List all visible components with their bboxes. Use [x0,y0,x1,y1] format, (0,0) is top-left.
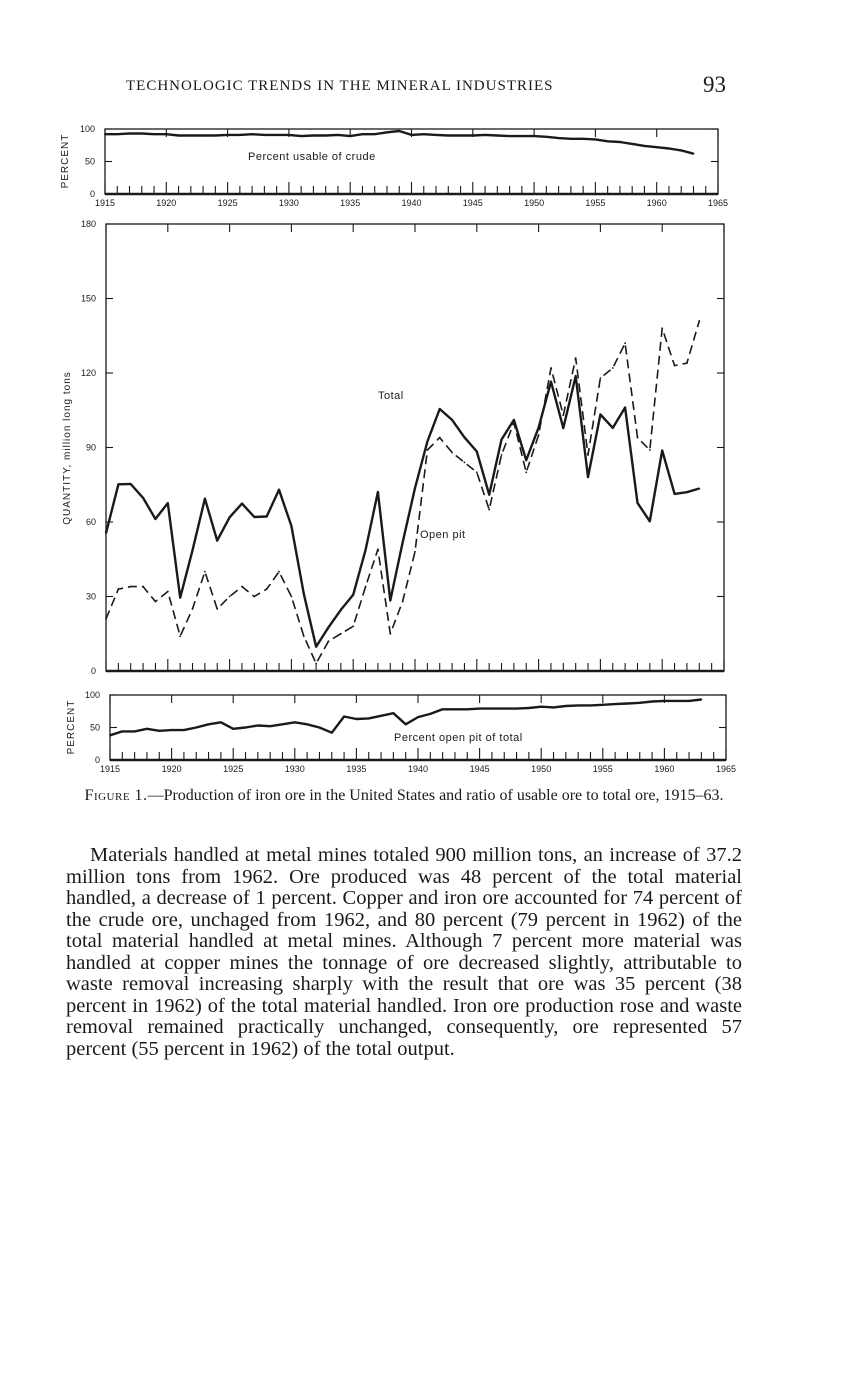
data-point [698,488,700,490]
data-point [165,133,167,135]
data-point [466,708,468,710]
x-tick-label: 1960 [646,198,667,208]
data-point [202,135,204,137]
data-point [134,731,136,733]
chart-percent-open-pit [66,690,736,774]
data-point [439,437,441,439]
data-point [451,452,453,454]
data-point [562,427,564,429]
data-point [349,135,351,137]
data-point [624,407,626,409]
data-point [328,640,330,642]
data-point [686,491,688,493]
y-tick-label: 60 [85,517,96,527]
data-point [661,327,663,329]
data-point [639,702,641,704]
data-point [232,728,234,730]
data-point [319,727,321,729]
data-point [208,723,210,725]
data-point [220,721,222,723]
data-point [105,532,107,534]
data-point [533,135,535,137]
data-point [479,708,481,710]
data-point [204,498,206,500]
data-point [451,419,453,421]
data-point [439,408,441,410]
series-open-pit [106,321,699,664]
data-point [117,588,119,590]
data-point [614,703,616,705]
data-point [328,626,330,628]
data-point [253,596,255,598]
data-point [109,734,111,736]
page-header [0,74,856,100]
data-point [631,143,633,145]
data-point [141,133,143,135]
data-point [414,487,416,489]
data-point [516,708,518,710]
data-point [303,593,305,595]
data-point [315,663,317,665]
data-point [698,320,700,322]
data-point [340,633,342,635]
x-tick-label: 1940 [401,198,422,208]
x-tick-label: 1935 [340,198,361,208]
series-line [105,131,694,154]
data-point [442,708,444,710]
data-point [158,730,160,732]
data-point [577,705,579,707]
data-point [545,136,547,138]
data-point [414,551,416,553]
figure-1 [0,115,856,785]
data-point [216,608,218,610]
data-point [306,723,308,725]
x-tick-label: 1940 [407,764,429,774]
data-point [291,596,293,598]
data-point [245,727,247,729]
data-point [525,459,527,461]
data-point [278,571,280,573]
data-point [239,134,241,136]
data-point [553,706,555,708]
data-point [241,503,243,505]
figure-caption-text: —Production of iron ore in the United States and ratio of usable ore to total ore, 1915–63. [147,787,724,804]
data-point [343,716,345,718]
x-tick-label: 1925 [217,198,238,208]
data-point [637,502,639,504]
data-point [117,483,119,485]
data-point [167,502,169,504]
x-tick-label: 1950 [531,764,552,774]
data-point [377,491,379,493]
data-point [476,471,478,473]
data-point [525,471,527,473]
series-label: Open pit [420,529,466,541]
data-point [661,450,663,452]
x-tick-label: 1930 [278,198,299,208]
data-point [241,586,243,588]
data-point [331,732,333,734]
x-tick-label: 1925 [223,764,244,774]
data-point [417,716,419,718]
data-point [183,729,185,731]
data-point [105,618,107,620]
data-point [472,135,474,137]
x-tick-label: 1920 [161,764,182,774]
x-tick-label: 1915 [99,764,121,774]
data-point [627,703,629,705]
data-point [365,549,367,551]
data-point [263,134,265,136]
data-point [700,699,702,701]
y-tick-label: 0 [94,755,100,765]
data-point [501,439,503,441]
data-point [426,441,428,443]
data-point [195,727,197,729]
data-point [303,635,305,637]
y-tick-label: 0 [90,666,96,676]
data-point [130,483,132,485]
data-point [142,497,144,499]
data-point [565,705,567,707]
data-point [550,367,552,369]
data-point [227,134,229,136]
data-point [269,725,271,727]
data-point [411,134,413,136]
data-point [587,454,589,456]
data-point [178,135,180,137]
y-tick-label: 120 [80,368,96,378]
data-point [649,449,651,451]
data-point [454,708,456,710]
data-point [570,138,572,140]
data-point [676,700,678,702]
data-point [476,451,478,453]
data-point [509,135,511,137]
y-tick-label: 0 [89,189,95,199]
data-point [204,571,206,573]
data-point [216,540,218,542]
data-point [386,131,388,133]
data-point [398,130,400,132]
data-point [464,462,466,464]
data-point [693,153,695,155]
data-point [686,362,688,364]
data-point [607,140,609,142]
data-point [688,700,690,702]
running-head: TECHNOLOGIC TRENDS IN THE MINERAL INDUSTRIES [126,78,554,94]
data-point [192,608,194,610]
x-tick-label: 1945 [462,198,483,208]
x-tick-label: 1915 [94,198,116,208]
data-point [600,377,602,379]
x-tick-label: 1930 [284,764,305,774]
data-point [619,141,621,143]
data-point [116,133,118,135]
data-point [612,367,614,369]
data-point [575,357,577,359]
y-tick-label: 100 [79,124,95,134]
data-point [460,135,462,137]
data-point [426,449,428,451]
data-point [352,594,354,596]
data-point [229,596,231,598]
x-tick-label: 1965 [707,198,729,208]
y-axis-title: PERCENT [66,699,77,755]
x-tick-label: 1955 [592,764,613,774]
y-tick-label: 90 [85,442,96,453]
data-point [142,586,144,588]
data-point [294,721,296,723]
figure-caption [66,787,742,804]
series-label: Total [378,390,404,402]
data-point [496,135,498,137]
x-tick-label: 1945 [469,764,490,774]
chart-percent-usable [60,124,728,208]
series-line [110,700,701,736]
data-point [278,489,280,491]
data-point [146,728,148,730]
data-point [582,138,584,140]
data-point [300,135,302,137]
x-tick-label: 1935 [346,764,367,774]
data-point [447,135,449,137]
data-point [402,542,404,544]
data-point [550,381,552,383]
data-point [538,434,540,436]
data-point [668,148,670,150]
data-point [340,609,342,611]
data-point [680,150,682,152]
data-point [276,134,278,136]
data-point [257,725,259,727]
data-point [488,494,490,496]
data-point [612,427,614,429]
data-point [179,597,181,599]
data-point [315,646,317,648]
y-tick-label: 30 [85,591,96,602]
data-point [503,708,505,710]
data-point [491,708,493,710]
data-point [595,139,597,141]
data-point [501,454,503,456]
x-tick-label: 1950 [524,198,545,208]
data-point [362,133,364,135]
data-point [540,706,542,708]
data-point [190,135,192,137]
data-point [380,715,382,717]
data-point [368,718,370,720]
y-axis-title: PERCENT [60,133,71,189]
data-point [464,436,466,438]
body-paragraph: Materials handled at metal mines totaled 900 million tons, an increase of 37.2 million tons from 1962. Ore produced was 48 percent of the total material handled, a decrease of 1 percent. Copper and iron ore accounted for 74 percent of the crude ore, unchaged from 1962, and 80 percent (79 percent in 1962) of the total material handled at metal mines. Although 7 percent more material was handled at copper mines the tonnage of ore decreased slightly, attributable to waste removal increasing sharply with the result that ore was 35 percent (38 percent in 1962) of the total material handled. Iron ore production rose and waste removal remained practically unchanged, consequently, ore represented 57 percent (55 percent in 1962) of the total output. [66,844,742,1060]
x-tick-label: 1955 [585,198,606,208]
data-point [651,701,653,703]
data-point [214,135,216,137]
data-point [528,707,530,709]
data-point [356,718,358,720]
data-point [674,365,676,367]
x-tick-label: 1965 [715,764,737,774]
data-point [484,134,486,136]
data-point [389,600,391,602]
data-point [251,133,253,135]
data-point [637,437,639,439]
data-point [649,520,651,522]
data-point [656,146,658,148]
data-point [558,137,560,139]
data-point [291,525,293,527]
y-tick-label: 50 [84,156,95,167]
data-point [521,135,523,137]
data-point [600,414,602,416]
data-point [674,493,676,495]
page-number: 93 [703,72,726,97]
data-point [192,549,194,551]
data-point [365,586,367,588]
data-point [602,704,604,706]
data-point [377,548,379,550]
data-point [644,145,646,147]
data-point [405,723,407,725]
x-tick-label: 1960 [654,764,675,774]
data-point [313,135,315,137]
data-point [664,700,666,702]
data-point [423,133,425,135]
data-point [575,375,577,377]
data-point [389,633,391,635]
data-point [155,518,157,520]
y-tick-label: 100 [84,690,100,700]
data-point [121,731,123,733]
data-point [513,422,515,424]
data-point [325,135,327,137]
data-point [171,729,173,731]
x-tick-label: 1920 [156,198,177,208]
y-tick-label: 150 [80,293,96,304]
data-point [374,133,376,135]
data-point [179,635,181,637]
chart-annotation: Percent usable of crude [248,151,376,163]
y-axis-title: QUANTITY, million long tons [62,371,73,525]
data-point [590,705,592,707]
data-point [282,723,284,725]
figure-caption-label: Figure 1. [84,787,148,804]
data-point [624,342,626,344]
data-point [429,713,431,715]
data-point [587,476,589,478]
data-point [253,516,255,518]
chart-quantity [62,219,724,676]
data-point [155,601,157,603]
data-point [229,516,231,518]
series-total [106,376,699,647]
data-point [402,601,404,603]
data-point [513,419,515,421]
chart-annotation: Percent open pit of total [394,732,523,744]
data-point [104,133,106,135]
data-point [130,586,132,588]
data-point [167,591,169,593]
data-point [266,588,268,590]
data-point [352,625,354,627]
data-point [562,414,564,416]
data-point [266,516,268,518]
data-point [392,712,394,714]
data-point [129,133,131,135]
y-tick-label: 50 [89,722,100,733]
data-point [337,134,339,136]
y-tick-label: 180 [80,219,96,229]
data-point [153,133,155,135]
data-point [288,134,290,136]
data-point [435,134,437,136]
data-point [488,509,490,511]
